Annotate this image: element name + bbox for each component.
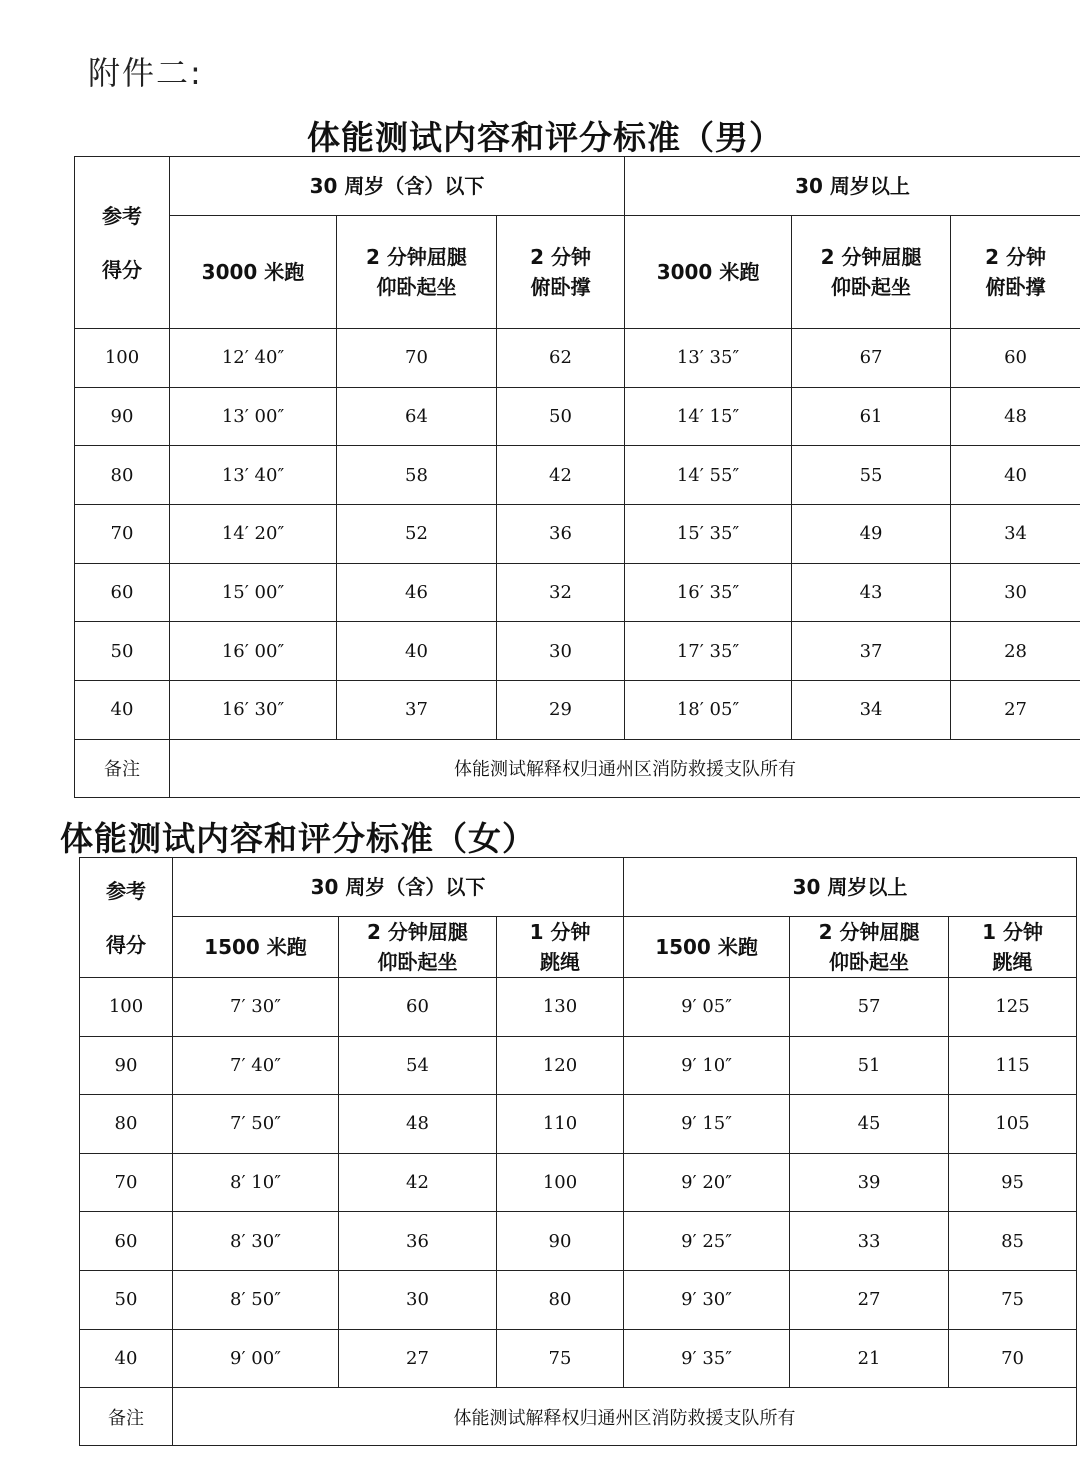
run-under-cell: 16′ 30″ <box>170 681 337 740</box>
male-score-table <box>74 156 1080 798</box>
run-over-cell: 15′ 35″ <box>625 505 792 564</box>
score-cell: 50 <box>75 622 170 681</box>
third-under-cell: 80 <box>497 1270 624 1329</box>
run-under-cell: 7′ 50″ <box>173 1095 339 1154</box>
third-over-cell: 85 <box>949 1212 1077 1271</box>
situp-under-cell: 60 <box>339 978 497 1037</box>
third-over-cell: 30 <box>951 563 1080 622</box>
run-under-cell: 14′ 20″ <box>170 505 337 564</box>
run-under-cell: 13′ 00″ <box>170 387 337 446</box>
situp-under-cell: 70 <box>337 329 497 388</box>
situp-over-cell: 61 <box>792 387 951 446</box>
third-under-cell: 75 <box>497 1329 624 1388</box>
score-cell: 90 <box>80 1036 173 1095</box>
third-over-cell: 105 <box>949 1095 1077 1154</box>
situp-over-cell: 43 <box>792 563 951 622</box>
col-header-text: 2 分钟 <box>530 245 591 269</box>
table-row <box>75 446 1080 505</box>
situp-under-cell: 58 <box>337 446 497 505</box>
situp-over-cell: 37 <box>792 622 951 681</box>
table-row <box>80 1270 1077 1329</box>
score-cell: 100 <box>75 329 170 388</box>
third-under-cell: 110 <box>497 1095 624 1154</box>
table-row <box>75 505 1080 564</box>
score-header-line2: 得分 <box>106 932 146 957</box>
run-over-cell: 9′ 25″ <box>624 1212 790 1271</box>
situp-over-cell: 39 <box>790 1153 949 1212</box>
group-under-30-header: 30 周岁（含）以下 <box>173 858 624 917</box>
situp-over-cell: 67 <box>792 329 951 388</box>
run-over-cell: 9′ 05″ <box>624 978 790 1037</box>
third-over-cell: 34 <box>951 505 1080 564</box>
col-header-text: 3000 米跑 <box>656 260 760 284</box>
run-over-cell: 9′ 15″ <box>624 1095 790 1154</box>
third-over-cell: 27 <box>951 681 1080 740</box>
col-header-text: 2 分钟屈腿 <box>818 920 920 944</box>
run-over-cell: 9′ 20″ <box>624 1153 790 1212</box>
score-header-line2: 得分 <box>102 257 142 282</box>
score-cell: 40 <box>80 1329 173 1388</box>
col-header-text: 2 分钟屈腿 <box>367 920 468 944</box>
table-row <box>75 563 1080 622</box>
score-header <box>80 858 173 978</box>
table-row <box>75 329 1080 388</box>
situp-over-cell: 27 <box>790 1270 949 1329</box>
col-header-text: 跳绳 <box>540 950 580 974</box>
col-header-text: 仰卧起坐 <box>829 950 910 974</box>
score-cell: 60 <box>80 1212 173 1271</box>
situp-over-cell: 49 <box>792 505 951 564</box>
situp-under-cell: 48 <box>339 1095 497 1154</box>
col-header-text: 1 分钟 <box>982 920 1043 944</box>
col-header-situp-over <box>790 917 949 978</box>
score-cell: 70 <box>80 1153 173 1212</box>
run-under-cell: 13′ 40″ <box>170 446 337 505</box>
third-under-cell: 29 <box>497 681 625 740</box>
table-row <box>75 387 1080 446</box>
third-under-cell: 30 <box>497 622 625 681</box>
col-header-run-over <box>625 216 792 329</box>
score-cell: 60 <box>75 563 170 622</box>
col-header-situp-over <box>792 216 951 329</box>
run-under-cell: 9′ 00″ <box>173 1329 339 1388</box>
score-cell: 40 <box>75 681 170 740</box>
col-header-text: 2 分钟屈腿 <box>820 245 922 269</box>
third-over-cell: 75 <box>949 1270 1077 1329</box>
col-header-text: 仰卧起坐 <box>831 275 912 299</box>
table-row <box>80 1036 1077 1095</box>
third-under-cell: 32 <box>497 563 625 622</box>
score-cell: 70 <box>75 505 170 564</box>
run-under-cell: 8′ 30″ <box>173 1212 339 1271</box>
third-over-cell: 28 <box>951 622 1080 681</box>
third-under-cell: 42 <box>497 446 625 505</box>
col-header-run-under <box>170 216 337 329</box>
col-header-text: 跳绳 <box>992 950 1033 974</box>
col-header-pushup-over <box>951 216 1080 329</box>
run-over-cell: 9′ 35″ <box>624 1329 790 1388</box>
table-row <box>80 978 1077 1037</box>
col-header-run-under <box>173 917 339 978</box>
score-header-line1: 参考 <box>106 878 146 903</box>
note-text: 体能测试解释权归通州区消防救援支队所有 <box>170 739 1080 797</box>
table-row <box>80 1095 1077 1154</box>
run-under-cell: 15′ 00″ <box>170 563 337 622</box>
score-cell: 80 <box>80 1095 173 1154</box>
score-cell: 100 <box>80 978 173 1037</box>
group-over-30-header: 30 周岁以上 <box>625 157 1080 216</box>
third-under-cell: 50 <box>497 387 625 446</box>
score-header <box>75 157 170 329</box>
female-table-body <box>80 978 1077 1388</box>
situp-under-cell: 42 <box>339 1153 497 1212</box>
situp-under-cell: 40 <box>337 622 497 681</box>
col-header-run-over <box>624 917 790 978</box>
run-under-cell: 7′ 30″ <box>173 978 339 1037</box>
col-header-text: 仰卧起坐 <box>377 950 458 974</box>
run-over-cell: 13′ 35″ <box>625 329 792 388</box>
note-label: 备注 <box>75 739 170 797</box>
score-header-line1: 参考 <box>102 203 142 228</box>
run-under-cell: 8′ 50″ <box>173 1270 339 1329</box>
female-table-title: 体能测试内容和评分标准（女） <box>60 819 536 858</box>
col-header-rope-under <box>497 917 624 978</box>
note-text: 体能测试解释权归通州区消防救援支队所有 <box>173 1388 1077 1446</box>
col-header-text: 2 分钟屈腿 <box>366 245 467 269</box>
situp-over-cell: 45 <box>790 1095 949 1154</box>
third-under-cell: 100 <box>497 1153 624 1212</box>
run-over-cell: 16′ 35″ <box>625 563 792 622</box>
table-row <box>80 1153 1077 1212</box>
situp-under-cell: 30 <box>339 1270 497 1329</box>
run-over-cell: 14′ 15″ <box>625 387 792 446</box>
third-over-cell: 60 <box>951 329 1080 388</box>
run-over-cell: 17′ 35″ <box>625 622 792 681</box>
attachment-label: 附件二: <box>88 54 203 92</box>
col-header-text: 1500 米跑 <box>655 935 758 959</box>
third-under-cell: 120 <box>497 1036 624 1095</box>
col-header-text: 俯卧撑 <box>530 275 591 299</box>
col-header-text: 仰卧起坐 <box>376 275 457 299</box>
group-over-30-header: 30 周岁以上 <box>624 858 1077 917</box>
col-header-situp-under <box>339 917 497 978</box>
run-over-cell: 14′ 55″ <box>625 446 792 505</box>
run-over-cell: 9′ 10″ <box>624 1036 790 1095</box>
col-header-text: 2 分钟 <box>985 245 1046 269</box>
run-over-cell: 9′ 30″ <box>624 1270 790 1329</box>
run-under-cell: 8′ 10″ <box>173 1153 339 1212</box>
third-under-cell: 90 <box>497 1212 624 1271</box>
situp-over-cell: 21 <box>790 1329 949 1388</box>
table-row <box>75 681 1080 740</box>
third-under-cell: 62 <box>497 329 625 388</box>
situp-over-cell: 51 <box>790 1036 949 1095</box>
group-under-30-header: 30 周岁（含）以下 <box>170 157 625 216</box>
third-over-cell: 40 <box>951 446 1080 505</box>
third-over-cell: 48 <box>951 387 1080 446</box>
third-under-cell: 36 <box>497 505 625 564</box>
male-table-title: 体能测试内容和评分标准（男） <box>307 118 783 157</box>
table-row <box>80 1212 1077 1271</box>
situp-under-cell: 36 <box>339 1212 497 1271</box>
table-row <box>75 622 1080 681</box>
third-under-cell: 130 <box>497 978 624 1037</box>
third-over-cell: 70 <box>949 1329 1077 1388</box>
situp-over-cell: 57 <box>790 978 949 1037</box>
third-over-cell: 115 <box>949 1036 1077 1095</box>
col-header-text: 3000 米跑 <box>201 260 305 284</box>
col-header-rope-over <box>949 917 1077 978</box>
male-table-body <box>75 329 1080 740</box>
situp-under-cell: 64 <box>337 387 497 446</box>
col-header-text: 1 分钟 <box>529 920 591 944</box>
situp-under-cell: 37 <box>337 681 497 740</box>
situp-over-cell: 34 <box>792 681 951 740</box>
situp-under-cell: 27 <box>339 1329 497 1388</box>
female-score-table <box>79 857 1077 1446</box>
col-header-pushup-under <box>497 216 625 329</box>
run-under-cell: 16′ 00″ <box>170 622 337 681</box>
third-over-cell: 95 <box>949 1153 1077 1212</box>
situp-over-cell: 55 <box>792 446 951 505</box>
score-cell: 90 <box>75 387 170 446</box>
score-cell: 80 <box>75 446 170 505</box>
run-under-cell: 12′ 40″ <box>170 329 337 388</box>
score-cell: 50 <box>80 1270 173 1329</box>
table-row <box>80 1329 1077 1388</box>
situp-over-cell: 33 <box>790 1212 949 1271</box>
col-header-situp-under <box>337 216 497 329</box>
run-over-cell: 18′ 05″ <box>625 681 792 740</box>
run-under-cell: 7′ 40″ <box>173 1036 339 1095</box>
situp-under-cell: 54 <box>339 1036 497 1095</box>
col-header-text: 俯卧撑 <box>985 275 1046 299</box>
situp-under-cell: 52 <box>337 505 497 564</box>
col-header-text: 1500 米跑 <box>204 935 307 959</box>
situp-under-cell: 46 <box>337 563 497 622</box>
note-label: 备注 <box>80 1388 173 1446</box>
third-over-cell: 125 <box>949 978 1077 1037</box>
